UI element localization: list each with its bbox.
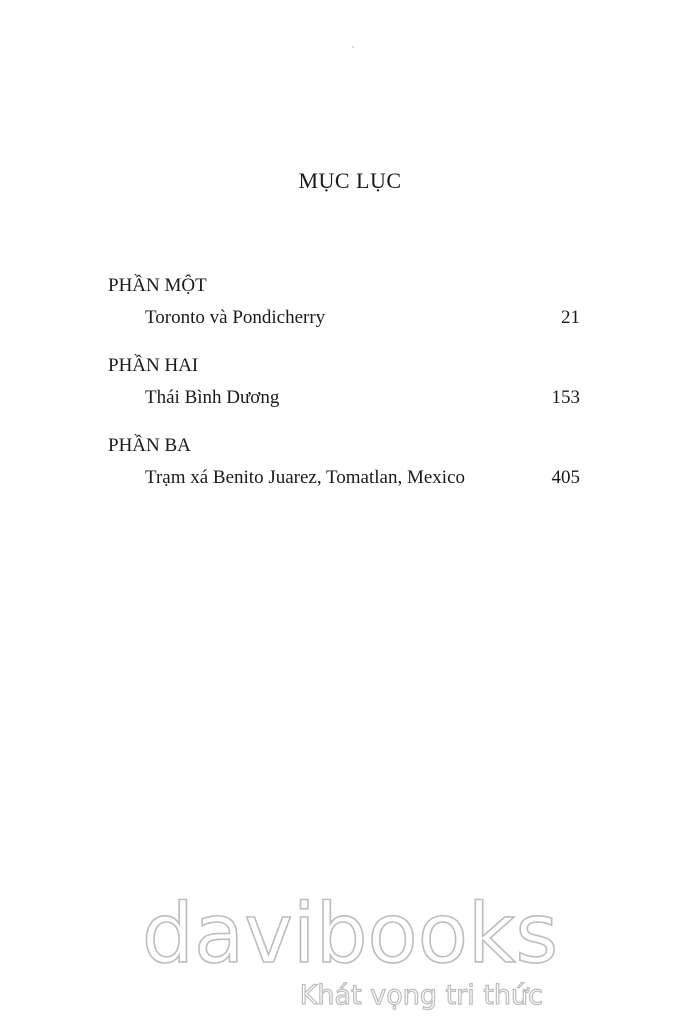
entry-page-number: 153 xyxy=(551,387,580,408)
entry-title: Trạm xá Benito Juarez, Tomatlan, Mexico xyxy=(145,467,466,488)
entry-page-number: 21 xyxy=(561,307,580,328)
entry-page-number: 405 xyxy=(551,467,580,488)
part-title: PHẦN BA xyxy=(108,435,191,456)
part-title: PHẦN MỘT xyxy=(108,275,207,296)
entry-title: Thái Bình Dương xyxy=(145,387,280,408)
watermark-tagline: Khát vọng tri thức xyxy=(299,980,543,1011)
watermark-brand: davibooks xyxy=(141,887,559,982)
entry-title: Toronto và Pondicherry xyxy=(145,307,326,328)
part-title: PHẦN HAI xyxy=(108,355,199,376)
page-title: MỤC LỤC xyxy=(298,168,402,193)
